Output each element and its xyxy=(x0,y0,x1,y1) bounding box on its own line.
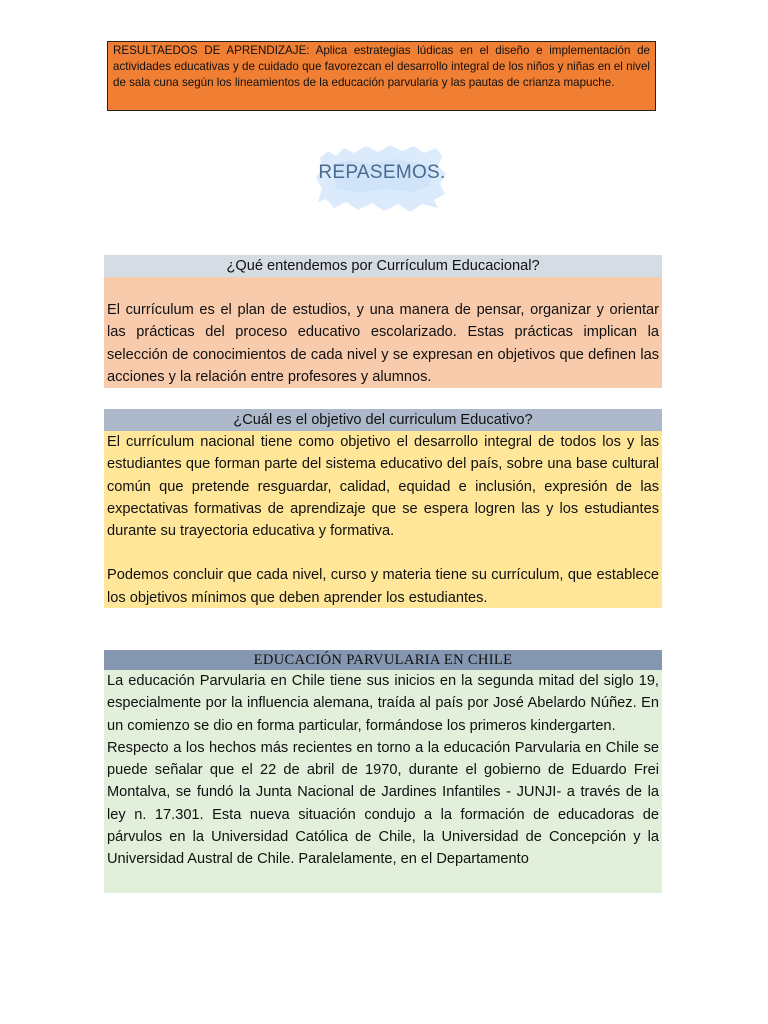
title-banner xyxy=(314,142,450,214)
learning-outcome-label: RESULTAEDOS DE APRENDIZAJE: xyxy=(113,44,310,57)
section1-question: ¿Qué entendemos por Currículum Educacional? xyxy=(104,255,662,277)
page-title: REPASEMOS. xyxy=(318,162,446,183)
section2-question: ¿Cuál es el objetivo del curriculum Educativo? xyxy=(104,409,662,431)
section3-heading: EDUCACIÓN PARVULARIA EN CHILE xyxy=(104,650,662,670)
section3-body xyxy=(104,670,662,893)
learning-outcome-box xyxy=(107,41,656,111)
section2-answer-text: El currículum nacional tiene como objetivo el desarrollo integral de todos los y las estudiantes que forman parte del sistema educativo del país, sobre una base cultural común que pretende resguardar, calidad, equidad e inclusión, expresión de las expectativas formativas de aprendizaje que se espera logren las y los estudiantes durante su trayectoria educativa y formativa. xyxy=(107,434,659,540)
section3-paragraph-1: La educación Parvularia en Chile tiene sus inicios en la segunda mitad del siglo 19, especialmente por la influencia alemana, traída al país por José Abelardo Núñez. En un comienzo se dio en forma particular, formándose los primeros kindergarten. xyxy=(107,673,659,734)
section3-paragraph-2: Respecto a los hechos más recientes en torno a la educación Parvularia en Chile se puede señalar que el 22 de abril de 1970, durante el gobierno de Eduardo Frei Montalva, se fundó la Junta Nacional de Jardines Infantiles - JUNJI- a través de la ley n. 17.301. Esta nueva situación condujo a la formación de educadoras de párvulos en la Universidad Católica de Chile, la Universidad de Concepción y la Universidad Austral de Chile. Paralelamente, en el Departamento xyxy=(107,739,659,868)
section1-answer-text: El currículum es el plan de estudios, y una manera de pensar, organizar y orientar las prácticas del proceso educativo escolarizado. Estas prácticas implican la selección de conocimientos de cada nivel y se expresan en objetivos que definen las acciones y la relación entre profesores y alumnos. xyxy=(107,302,659,385)
learning-outcome-text: Aplica estrategias lúdicas en el diseño e implementación de actividades educativas y de cuidado que favorezcan el desarrollo integral de los niños y niñas en el nivel de sala cuna según los lineamientos de la educación parvularia y las pautas de crianza mapuche. xyxy=(113,44,651,89)
section1-answer xyxy=(104,277,662,388)
section2-conclusion-text: Podemos concluir que cada nivel, curso y materia tiene su currículum, que establece los objetivos mínimos que deben aprender los estudiantes. xyxy=(107,567,659,606)
section2-answer xyxy=(104,431,662,608)
